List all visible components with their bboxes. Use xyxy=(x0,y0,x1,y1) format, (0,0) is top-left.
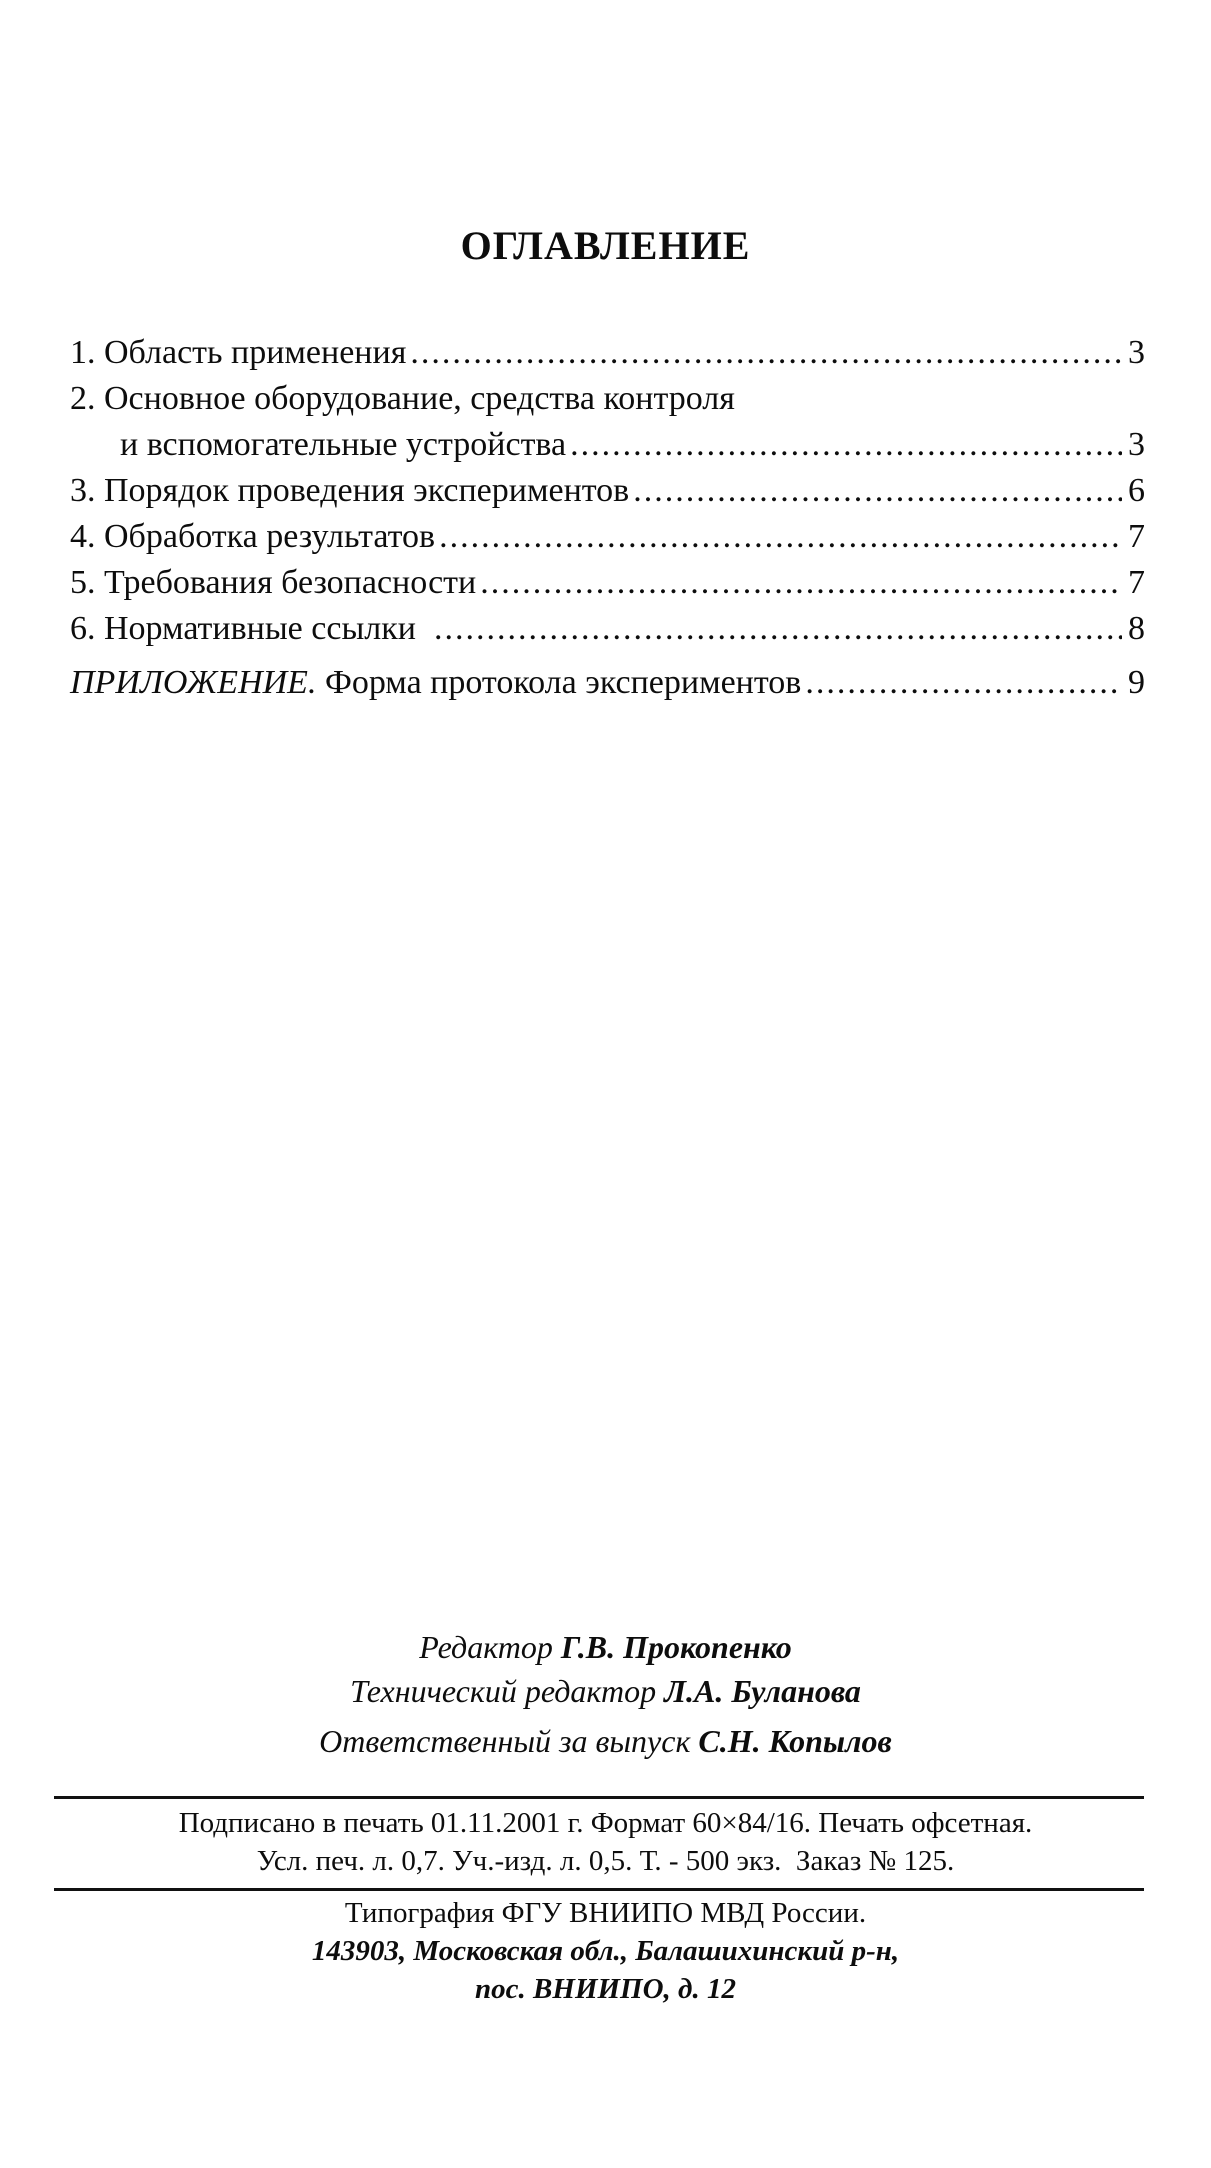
credit-line xyxy=(0,1719,1211,1763)
credit-role: Ответственный за выпуск xyxy=(319,1723,699,1759)
credit-name: С.Н. Копылов xyxy=(698,1723,892,1759)
imprint-line: Подписано в печать 01.11.2001 г. Формат 60×84/16. Печать офсетная. xyxy=(178,1807,1033,1839)
toc-item-label: Область применения xyxy=(104,334,407,371)
toc-item xyxy=(70,468,1145,514)
credit-line xyxy=(0,1669,1211,1713)
toc-item-page: 6 xyxy=(1128,472,1145,509)
credit-name: Г.В. Прокопенко xyxy=(560,1629,792,1665)
toc-item-number: 2. xyxy=(70,380,104,417)
toc-item-number: 3. xyxy=(70,472,104,509)
printer-name: Типография ФГУ ВНИИПО МВД России. xyxy=(344,1897,867,1929)
toc-item xyxy=(70,330,1145,376)
divider-top xyxy=(54,1796,1144,1799)
toc-leader-dots xyxy=(434,606,1122,652)
toc-item-number: 1. xyxy=(70,334,104,371)
toc-item-page: 7 xyxy=(1128,518,1145,555)
toc-item-label: Обработка результатов xyxy=(104,518,436,555)
toc-item-page: 9 xyxy=(1128,664,1145,701)
toc-item-label: Требования безопасности xyxy=(104,564,477,601)
credit-line xyxy=(0,1625,1211,1669)
credit-name: Л.А. Буланова xyxy=(664,1673,861,1709)
printer-address: 143903, Московская обл., Балашихинский р-н, xyxy=(311,1935,900,1967)
toc-item-number: 6. xyxy=(70,610,104,647)
printer-block xyxy=(0,1894,1211,2008)
toc-item xyxy=(70,560,1145,606)
credit-role: Технический редактор xyxy=(350,1673,665,1709)
toc-item-label: Порядок проведения экспериментов xyxy=(104,472,630,509)
toc-item-label: Основное оборудование, средства контроля xyxy=(104,380,735,417)
toc-item-page: 7 xyxy=(1128,564,1145,601)
toc-leader-dots xyxy=(410,330,1122,376)
toc-item xyxy=(70,514,1145,560)
toc-title: ОГЛАВЛЕНИЕ xyxy=(460,223,751,268)
toc-leader-dots xyxy=(480,560,1122,606)
toc-item-label: Форма протокола экспериментов xyxy=(316,664,802,701)
toc-item-page: 3 xyxy=(1128,334,1145,371)
toc-leader-dots xyxy=(805,660,1122,706)
imprint-block xyxy=(0,1804,1211,1880)
toc-item-label: и вспомогательные устройства xyxy=(120,426,567,463)
toc-item-label: Нормативные ссылки xyxy=(104,610,416,647)
printer-address: пос. ВНИИПО, д. 12 xyxy=(475,1973,736,2005)
toc-appendix-lead: ПРИЛОЖЕНИЕ. xyxy=(70,664,317,701)
toc-item-page: 3 xyxy=(1128,426,1145,463)
toc-item-appendix xyxy=(70,660,1145,706)
toc-item-number: 5. xyxy=(70,564,104,601)
toc-leader-dots xyxy=(439,514,1122,560)
table-of-contents xyxy=(70,330,1145,706)
toc-leader-dots xyxy=(570,422,1122,468)
toc-item xyxy=(70,376,1145,422)
credits-block xyxy=(0,1625,1211,1763)
toc-item-number: 4. xyxy=(70,518,104,555)
imprint-line: Усл. печ. л. 0,7. Уч.-изд. л. 0,5. Т. - 500 экз. Заказ № 125. xyxy=(256,1845,955,1877)
toc-item xyxy=(70,606,1145,652)
toc-item-page: 8 xyxy=(1128,610,1145,647)
credit-role: Редактор xyxy=(419,1629,561,1665)
divider-bottom xyxy=(54,1888,1144,1891)
toc-item-continuation xyxy=(70,422,1145,468)
toc-leader-dots xyxy=(633,468,1122,514)
